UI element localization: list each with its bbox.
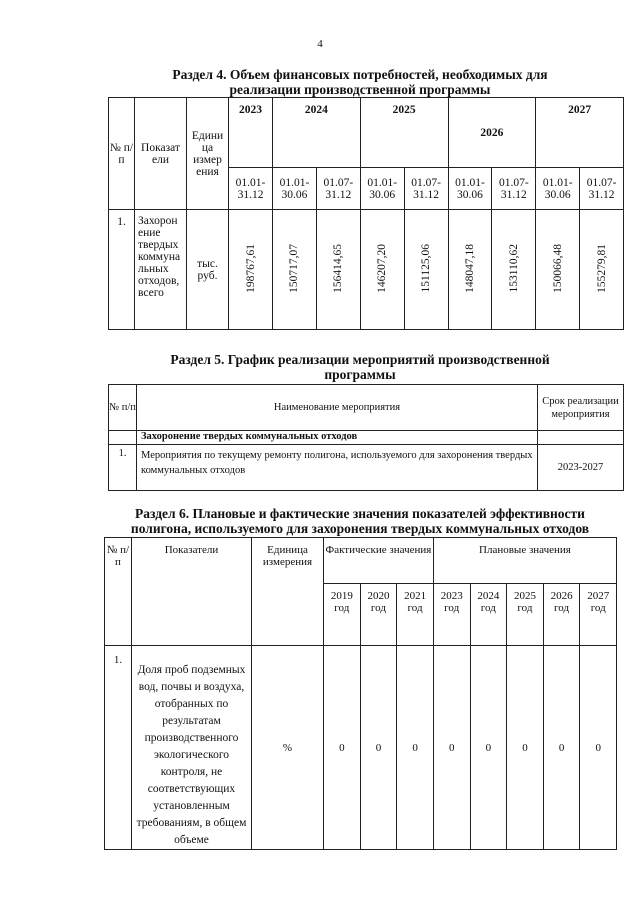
s4-period: 01.07-31.12 — [580, 168, 624, 210]
s4-period: 01.01-30.06 — [360, 168, 404, 210]
s4-period: 01.07-31.12 — [492, 168, 536, 210]
s6-row-name: Доля проб подземных вод, почвы и воздуха, отобранных по результатам производственного экологического контроля, не соответствующих установленным требованиям, в общем объеме — [132, 646, 252, 850]
s4-period: 01.07-31.12 — [316, 168, 360, 210]
s4-value: 148047,18 — [463, 243, 476, 293]
s4-value-cell — [229, 210, 273, 330]
s4-value-cell — [580, 210, 624, 330]
s6-row-num: 1. — [105, 646, 132, 850]
s5-group-term — [538, 431, 624, 445]
section5-table — [108, 384, 624, 491]
s4-period: 01.07-31.12 — [404, 168, 448, 210]
s6-row-unit: % — [252, 646, 324, 850]
s4-value: 150066,48 — [551, 243, 564, 293]
s4-header-unit: Едини ца измер ения — [187, 98, 229, 210]
s4-value: 151125,06 — [420, 243, 433, 293]
s4-header-num: № п/п — [109, 98, 135, 210]
section6-table — [104, 537, 617, 850]
s5-header-num: № п/п — [109, 385, 137, 431]
section4-title: Раздел 4. Объем финансовых потребностей, необходимых для реализации производственной программы — [172, 67, 548, 97]
s6-header-actual: Фактические значения — [324, 538, 434, 584]
s6-header-indicators: Показатели — [132, 538, 252, 646]
s5-row-term: 2023-2027 — [538, 445, 624, 491]
s6-year: 2026 год — [543, 584, 580, 646]
s6-year: 2025 год — [507, 584, 544, 646]
section4-table — [108, 97, 624, 330]
s6-header-planned: Плановые значения — [433, 538, 616, 584]
s5-header-term: Срок реализации мероприятия — [538, 385, 624, 431]
s6-value: 0 — [470, 646, 507, 850]
s6-value: 0 — [324, 646, 361, 850]
s6-value: 0 — [360, 646, 397, 850]
s4-period: 01.01-30.06 — [536, 168, 580, 210]
s5-header-name: Наименование мероприятия — [137, 385, 538, 431]
s6-year: 2021 год — [397, 584, 434, 646]
s4-period: 01.01-30.06 — [448, 168, 492, 210]
s4-row-unit: тыс. руб. — [187, 210, 229, 330]
s4-value-cell — [273, 210, 317, 330]
s5-group-num — [109, 431, 137, 445]
s4-row-num: 1. — [109, 210, 135, 330]
s4-value-cell — [404, 210, 448, 330]
s5-row-num: 1. — [109, 445, 137, 491]
s6-year: 2023 год — [433, 584, 470, 646]
section5-title: Раздел 5. График реализации мероприятий производственной программы — [170, 352, 550, 382]
s4-value: 198767,61 — [244, 243, 257, 293]
s6-value: 0 — [433, 646, 470, 850]
s4-value: 156414,65 — [332, 243, 345, 293]
s4-value-cell — [316, 210, 360, 330]
s6-year: 2020 год — [360, 584, 397, 646]
s5-row-name: Мероприятия по текущему ремонту полигона, используемого для захоронения твердых коммунальных отходов — [137, 445, 538, 491]
s4-year: 2024 — [273, 98, 361, 168]
s4-value: 153110,62 — [507, 243, 520, 293]
s6-header-unit: Единица измерения — [252, 538, 324, 646]
s4-value-cell — [492, 210, 536, 330]
s4-value-cell — [448, 210, 492, 330]
s6-value: 0 — [397, 646, 434, 850]
s4-row-name: Захорон ение твердых коммуна льных отходов, всего — [135, 210, 187, 330]
s6-header-num: № п/п — [105, 538, 132, 646]
s4-year: 2023 — [229, 98, 273, 168]
s4-year: 2026 — [448, 98, 536, 168]
s4-value-cell — [536, 210, 580, 330]
s4-value: 150717,07 — [288, 243, 301, 293]
s6-value: 0 — [543, 646, 580, 850]
s4-period: 01.01-31.12 — [229, 168, 273, 210]
s6-year: 2024 год — [470, 584, 507, 646]
s4-value: 155279,81 — [595, 243, 608, 293]
s6-year: 2019 год — [324, 584, 361, 646]
page-number: 4 — [317, 38, 323, 50]
s4-year: 2027 — [536, 98, 624, 168]
s6-value: 0 — [580, 646, 617, 850]
s4-year: 2025 — [360, 98, 448, 168]
s4-header-indicators: Показат ели — [135, 98, 187, 210]
s4-value-cell — [360, 210, 404, 330]
section6-title: Раздел 6. Плановые и фактические значения показателей эффективности полигона, используемого для захоронения твердых коммунальных отходов — [130, 506, 590, 536]
s6-value: 0 — [507, 646, 544, 850]
s5-group-label: Захоронение твердых коммунальных отходов — [137, 431, 538, 445]
s4-value: 146207,20 — [376, 243, 389, 293]
s6-year: 2027 год — [580, 584, 617, 646]
s4-period: 01.01-30.06 — [273, 168, 317, 210]
